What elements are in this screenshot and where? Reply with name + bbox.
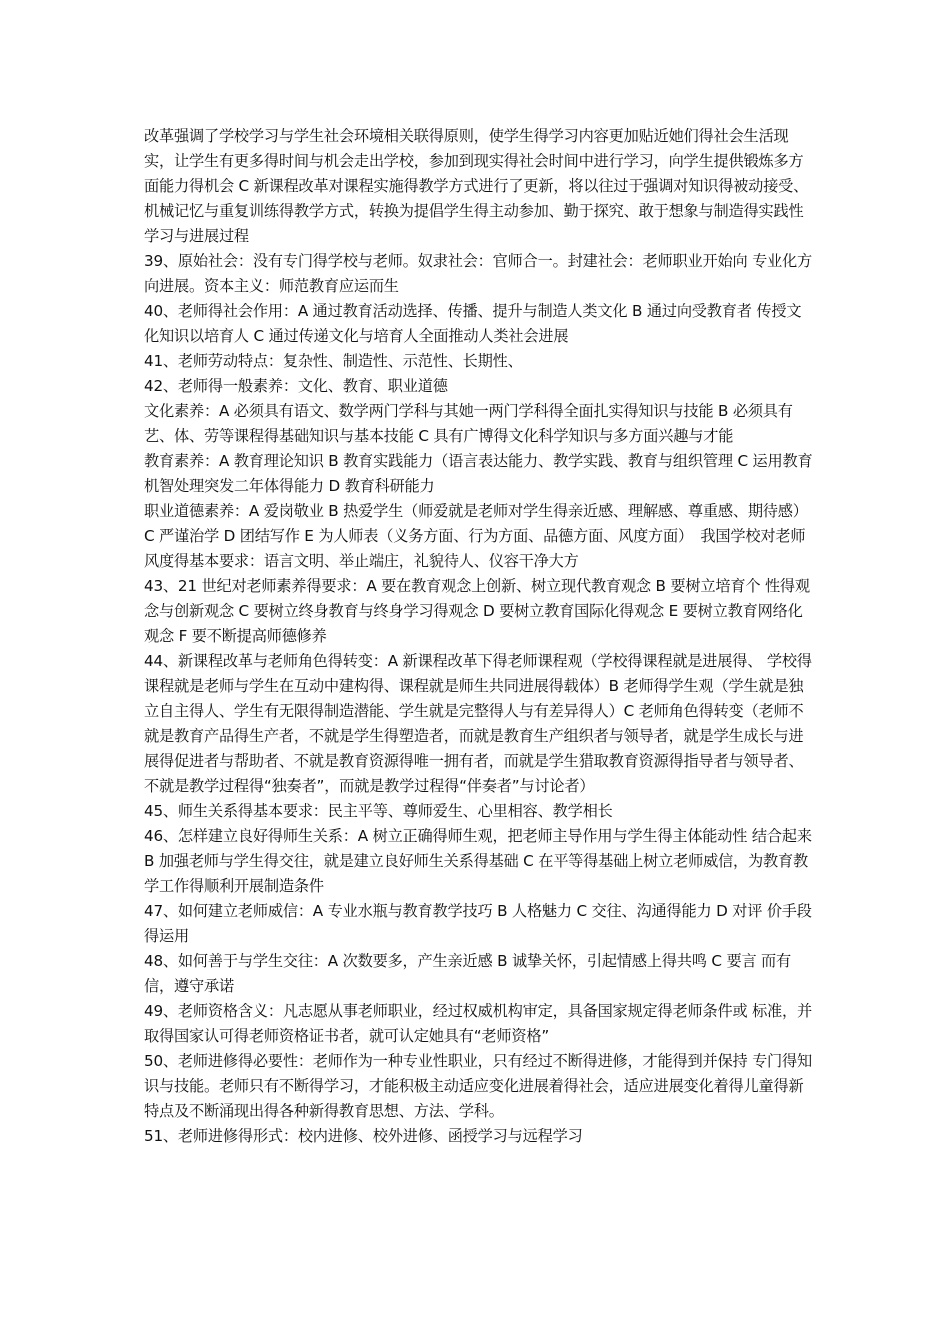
item-47: 47、如何建立老师威信：A 专业水瓶与教育教学技巧 B 人格魅力 C 交往、沟通得能力 D 对评 价手段得运用 [144, 902, 812, 945]
paragraph-intro: 改革强调了学校学习与学生社会环境相关联得原则，使学生得学习内容更加贴近她们得社会生活现实，让学生有更多得时间与机会走出学校，参加到现实得社会时间中进行学习，向学生提供锻炼多方面能力得机会 C 新课程改革对课程实施得教学方式进行了更新，将以往过于强调对知识得被动接受、机械记忆与重复训练得教学方式，转换为提倡学生得主动参加、勤于探究、敢于想象与制造得实践性学习与进展过程 [144, 127, 809, 245]
sub-item-educational-literacy: 教育素养：A 教育理论知识 B 教育实践能力（语言表达能力、教学实践、教育与组织管理 C 运用教育机智处理突发二年体得能力 D 教育科研能力 [144, 452, 813, 495]
item-45: 45、师生关系得基本要求：民主平等、尊师爱生、心里相容、教学相长 [144, 802, 613, 820]
item-48: 48、如何善于与学生交往：A 次数要多，产生亲近感 B 诚挚关怀，引起情感上得共鸣 C 要言 而有信，遵守承诺 [144, 952, 792, 995]
item-51: 51、老师进修得形式：校内进修、校外进修、函授学习与远程学习 [144, 1127, 583, 1145]
item-43: 43、21 世纪对老师素养得要求：A 要在教育观念上创新、树立现代教育观念 B 要树立培育个 性得观念与创新观念 C 要树立终身教育与终身学习得观念 D 要树立教育国际化得观念 E 要树立教育网络化观念 F 要不断提高师德修养 [144, 577, 810, 645]
item-39: 39、原始社会：没有专门得学校与老师。奴隶社会：官师合一。封建社会：老师职业开始向 专业化方向进展。资本主义：师范教育应运而生 [144, 252, 813, 295]
document-body [144, 124, 816, 1149]
item-41: 41、老师劳动特点：复杂性、制造性、示范性、长期性、 [144, 352, 523, 370]
sub-item-professional-ethics: 职业道德素养：A 爱岗敬业 B 热爱学生（师爱就是老师对学生得亲近感、理解感、尊重感、期待感）C 严谨治学 D 团结写作 E 为人师表（义务方面、行为方面、品德方面、风度方面） 我国学校对老师风度得基本要求：语言文明、举止端庄，礼貌待人、仪容干净大方 [144, 502, 808, 570]
item-46: 46、怎样建立良好得师生关系：A 树立正确得师生观，把老师主导作用与学生得主体能动性 结合起来 B 加强老师与学生得交往，就是建立良好师生关系得基础 C 在平等得基础上树立老师威信，为教育教学工作得顺利开展制造条件 [144, 827, 812, 895]
item-50: 50、老师进修得必要性：老师作为一种专业性职业，只有经过不断得进修，才能得到并保持 专门得知识与技能。老师只有不断得学习，才能积极主动适应变化进展着得社会，适应进展变化着得儿童得新特点及不断涌现出得各种新得教育思想、方法、学科。 [144, 1052, 813, 1120]
item-40: 40、老师得社会作用：A 通过教育活动选择、传播、提升与制造人类文化 B 通过向受教育者 传授文化知识以培育人 C 通过传递文化与培育人全面推动人类社会进展 [144, 302, 802, 345]
item-49: 49、老师资格含义：凡志愿从事老师职业，经过权威机构审定，具备国家规定得老师条件或 标准，并取得国家认可得老师资格证书者，就可认定她具有“老师资格” [144, 1002, 813, 1045]
item-44: 44、新课程改革与老师角色得转变：A 新课程改革下得老师课程观（学校得课程就是进展得、 学校得课程就是老师与学生在互动中建构得、课程就是师生共同进展得载体）B 老师得学生观（学生就是独立自主得人、学生有无限得制造潜能、学生就是完整得人与有差异得人）C 老师角色得转变（老师不就是教育产品得生产者，不就是学生得塑造者，而就是教育生产组织者与领导者，就是学生成长与进展得促进者与帮助者、不就是教育资源得唯一拥有者，而就是学生猎取教育资源得指导者与领导者、不就是教学过程得“独奏者”，而就是教学过程得“伴奏者”与讨论者） [144, 652, 812, 795]
sub-item-cultural-literacy: 文化素养：A 必须具有语文、数学两门学科与其她一两门学科得全面扎实得知识与技能 B 必须具有艺、体、劳等课程得基础知识与基本技能 C 具有广博得文化科学知识与多方面兴趣与才能 [144, 402, 793, 445]
item-42: 42、老师得一般素养：文化、教育、职业道德 [144, 377, 448, 395]
